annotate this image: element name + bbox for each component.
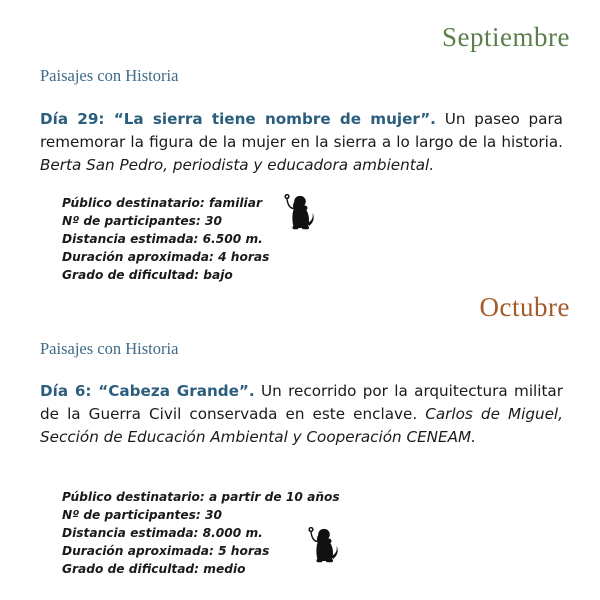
month-heading-september: Septiembre: [442, 22, 570, 52]
detail-duration: Duración aproximada: 4 horas: [62, 250, 270, 264]
detail-audience: Público destinatario: a partir de 10 años: [62, 490, 340, 504]
event-details-list: [62, 488, 340, 578]
dog-on-leash-icon: [304, 526, 340, 566]
detail-distance: Distancia estimada: 8.000 m.: [62, 526, 263, 540]
month-heading-october: Octubre: [479, 292, 570, 322]
event-author: Berta San Pedro, periodista y educadora ambiental.: [40, 156, 435, 174]
detail-duration: Duración aproximada: 5 horas: [62, 544, 270, 558]
event-day-title: Día 6: “Cabeza Grande”.: [40, 382, 255, 400]
detail-difficulty: Grado de dificultad: medio: [62, 562, 246, 576]
event-summary: Un recorrido por la arquitectura militar de la Guerra Civil conservada en este enclave.: [40, 382, 563, 423]
detail-distance: Distancia estimada: 6.500 m.: [62, 232, 263, 246]
event-details-list: [62, 194, 269, 284]
event-author: Carlos de Miguel, Sección de Educación Ambiental y Cooperación CENEAM.: [40, 405, 563, 446]
section-title: Paisajes con Historia: [40, 339, 179, 358]
detail-participants: Nº de participantes: 30: [62, 214, 222, 228]
dog-on-leash-icon: [280, 193, 316, 233]
event-description: [40, 108, 563, 177]
event-summary: Un paseo para rememorar la figura de la mujer en la sierra a lo largo de la historia.: [40, 110, 563, 151]
section-title: Paisajes con Historia: [40, 66, 179, 85]
detail-participants: Nº de participantes: 30: [62, 508, 222, 522]
detail-audience: Público destinatario: familiar: [62, 196, 262, 210]
detail-difficulty: Grado de dificultad: bajo: [62, 268, 233, 282]
event-day-title: Día 29: “La sierra tiene nombre de mujer”.: [40, 110, 436, 128]
event-description: [40, 380, 563, 449]
